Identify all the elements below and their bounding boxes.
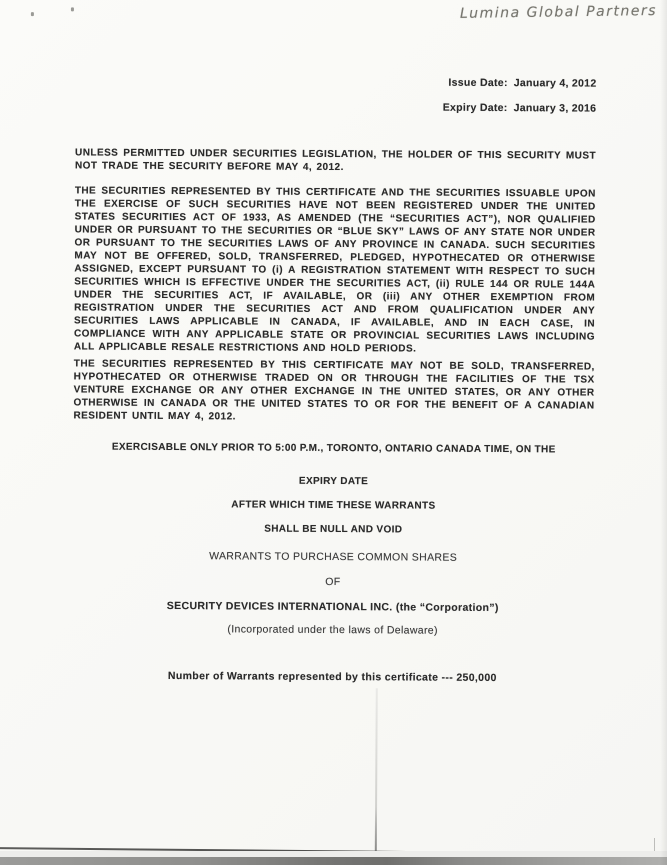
warrants-title-line: WARRANTS TO PURCHASE COMMON SHARES <box>209 550 458 564</box>
after-which-line: AFTER WHICH TIME THESE WARRANTS <box>231 499 436 512</box>
paper-crease-line <box>375 688 378 858</box>
expiry-date-heading: EXPIRY DATE <box>298 475 369 488</box>
of-line: OF <box>325 575 341 589</box>
issue-date-label: Issue Date: <box>448 76 508 90</box>
date-block <box>443 77 597 128</box>
incorporation-line: (Incorporated under the laws of Delaware) <box>227 623 438 637</box>
null-and-void-line: SHALL BE NULL AND VOID <box>264 523 403 536</box>
tsx-restriction-paragraph: THE SECURITIES REPRESENTED BY THIS CERTIFICATE MAY NOT BE SOLD, TRANSFERRED, HYPOTHECATED OR OTHERWISE TRADED ON OR THROUGH THE FACILITIES OF THE TSX VENTURE EXCHANGE OR ANY OTHER EXCHANGE IN THE UNITED STATES, OR ANY OTHER OTHERWISE IN CANADA OR THE UNITED STATES TO OR FOR THE BENEFIT OF A CANADIAN RESIDENT UNTIL MAY 4, 2012. <box>73 358 595 423</box>
staple-mark <box>71 7 74 11</box>
warrant-count-line: Number of Warrants represented by this certificate --- 250,000 <box>167 670 497 685</box>
staple-mark <box>31 12 34 16</box>
expiry-date-value: January 3, 2016 <box>513 102 597 115</box>
trade-restriction-paragraph: UNLESS PERMITTED UNDER SECURITIES LEGISLATION, THE HOLDER OF THIS SECURITY MUST NOT TRADE THE SECURITY BEFORE MAY 4, 2012. <box>74 147 597 174</box>
exercisable-notice-line: EXERCISABLE ONLY PRIOR TO 5:00 P.M., TORONTO, ONTARIO CANADA TIME, ON THE <box>111 441 556 456</box>
scanner-background-band <box>0 857 667 865</box>
issue-date-value: January 4, 2012 <box>513 77 597 90</box>
corporation-name-line: SECURITY DEVICES INTERNATIONAL INC. (the “Corporation”) <box>166 599 499 615</box>
issue-date-line <box>443 77 597 90</box>
expiry-date-line <box>443 102 597 115</box>
us-securities-legend-paragraph: THE SECURITIES REPRESENTED BY THIS CERTIFICATE AND THE SECURITIES ISSUABLE UPON THE EXERCISE OF SUCH SECURITIES HAVE NOT BEEN REGISTERED UNDER THE UNITED STATES SECURITIES ACT OF 1933, AS AMENDED (THE “SECURITIES ACT”), NOR QUALIFIED UNDER OR PURSUANT TO THE SECURITIES OR “BLUE SKY” LAWS OF ANY STATE NOR UNDER OR PURSUANT TO THE SECURITIES LAWS OF ANY PROVINCE IN CANADA. SUCH SECURITIES MAY NOT BE OFFERED, SOLD, TRANSFERRED, PLEDGED, HYPOTHECATED OR OTHERWISE ASSIGNED, EXCEPT PURSUANT TO (i) A REGISTRATION STATEMENT WITH RESPECT TO SUCH SECURITIES WHICH IS EFFECTIVE UNDER THE SECURITIES ACT, (ii) RULE 144 OR RULE 144A UNDER THE SECURITIES ACT, IF AVAILABLE, OR (iii) ANY OTHER EXEMPTION FROM REGISTRATION UNDER THE SECURITIES ACT AND FROM QUALIFICATION UNDER ANY SECURITIES LAWS APPLICABLE IN CANADA, IF AVAILABLE, AND IN EACH CASE, IN COMPLIANCE WITH ANY APPLICABLE STATE OR PROVINCIAL SECURITIES LAWS INCLUDING ALL APPLICABLE RESALE RESTRICTIONS AND HOLD PERIODS. <box>73 185 596 355</box>
page-edge-shadow <box>660 0 667 865</box>
handwritten-annotation: Lumina Global Partners <box>459 2 658 22</box>
expiry-date-label: Expiry Date: <box>442 101 508 115</box>
